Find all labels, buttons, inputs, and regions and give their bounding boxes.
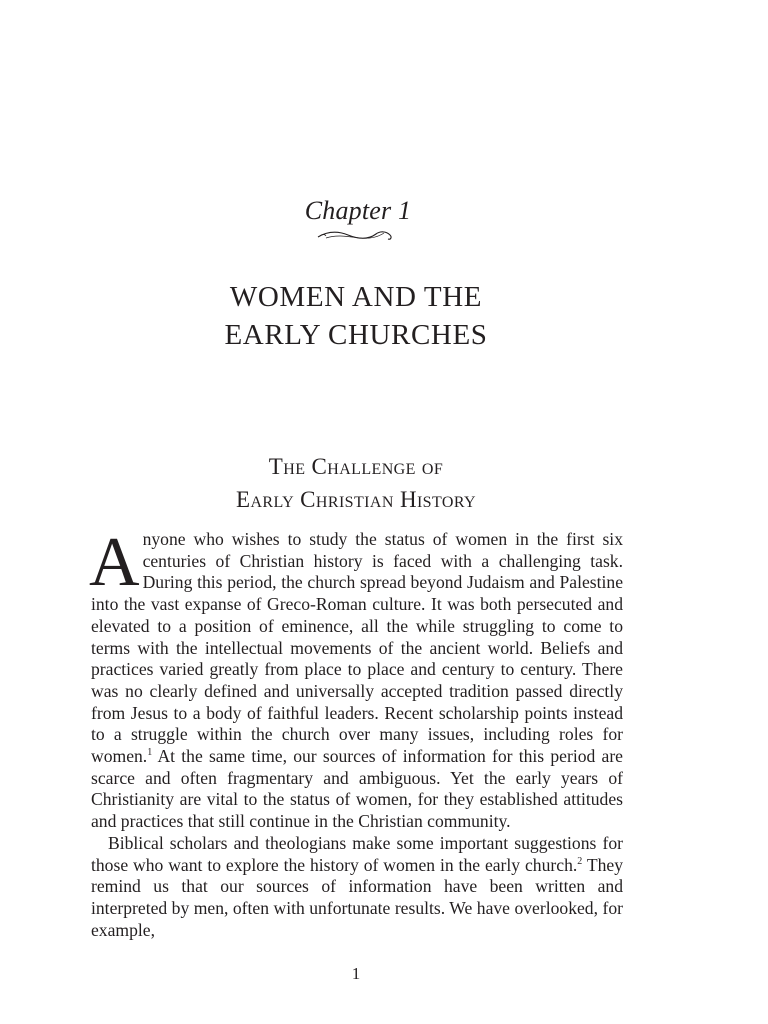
- section-title: [0, 450, 712, 516]
- flourish-ornament-icon: [316, 228, 396, 244]
- paragraph-1-text-b: At the same time, our sources of information for this period are scarce and often fragmentary and ambiguous. Yet the early years of Christianity are vital to the status of women, for they established attitudes and practices that still continue in the Christian community.: [91, 746, 623, 832]
- chapter-title-line-2: EARLY CHURCHES: [224, 319, 488, 351]
- chapter-title: [0, 278, 712, 354]
- paragraph-1: [89, 524, 623, 833]
- paragraph-2: [91, 833, 623, 942]
- body-text: [89, 524, 624, 941]
- paragraph-2-text-a: Biblical scholars and theologians make some important suggestions for those who want to explore the history of women in the early church.: [91, 832, 623, 875]
- paragraph-2-text-b: They remind us that our sources of information have been written and interpreted by men, often with unfortunate results. We have overlooked, for example,: [91, 854, 624, 940]
- footnote-ref-2[interactable]: 2: [577, 855, 583, 867]
- paragraph-1-text-a: nyone who wishes to study the status of women in the first six centuries of Christian history is faced with a challenging task. During this period, the church spread beyond Judaism and Palestine into the vast expanse of Greco-Roman culture. It was both persecuted and elevated to a position of eminence, all the while struggling to come to terms with the intellectual movements of the ancient world. Beliefs and practices varied greatly from place to place and century to century. There was no clearly defined and universally accepted tradition passed directly from Jesus to a body of faithful leaders. Recent scholarship points instead to a struggle within the church over many issues, including roles for women.: [91, 529, 623, 767]
- chapter-label: Chapter 1: [304, 196, 412, 225]
- page-number: 1: [351, 964, 361, 983]
- section-title-line-2: Early Christian History: [236, 487, 476, 512]
- drop-cap: A: [89, 524, 140, 601]
- section-title-line-1: The Challenge of: [268, 454, 444, 479]
- footnote-ref-1[interactable]: 1: [147, 747, 153, 759]
- chapter-title-line-1: WOMEN AND THE: [229, 281, 483, 313]
